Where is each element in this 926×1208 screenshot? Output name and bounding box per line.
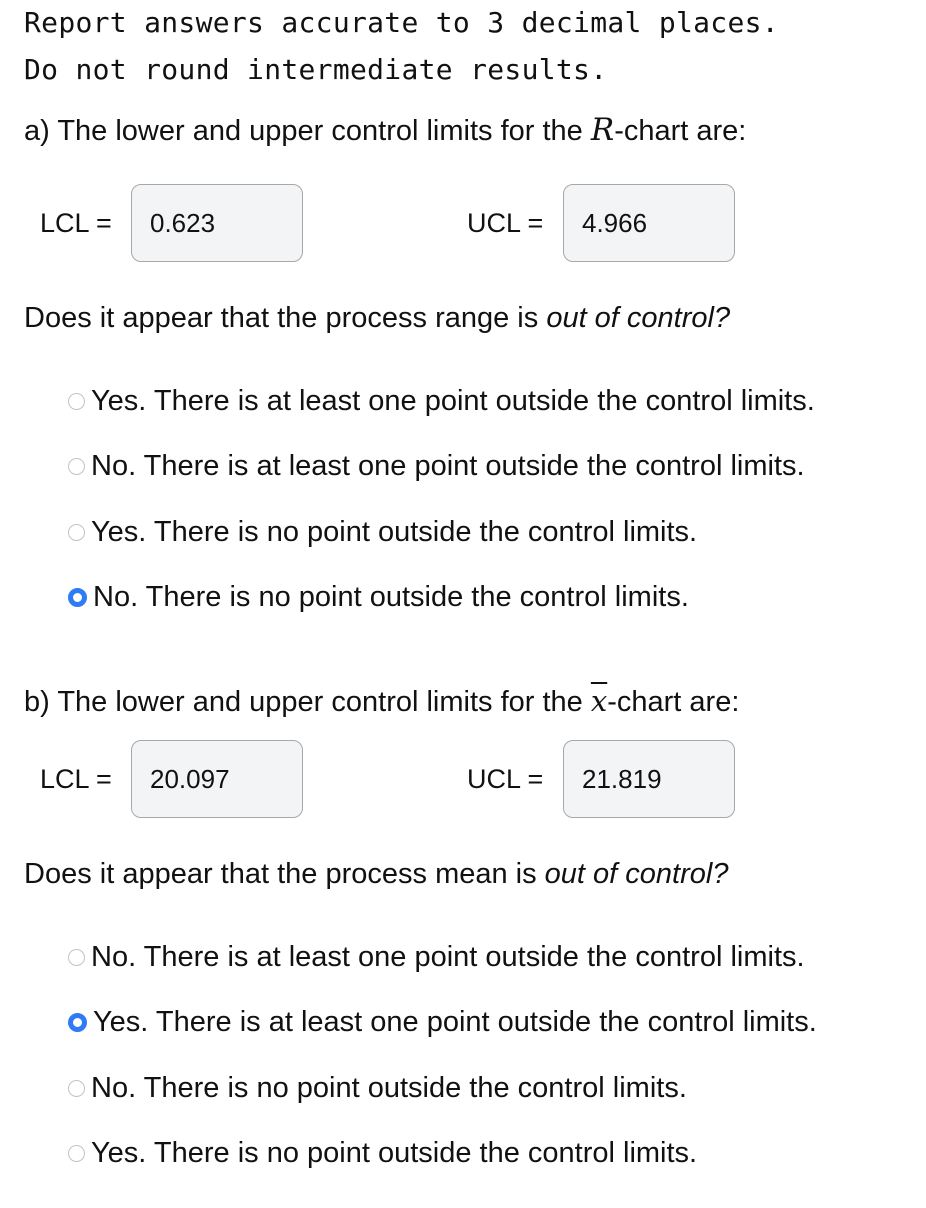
radio-button[interactable] — [68, 458, 85, 475]
part-b-ucl-label: UCL = — [467, 764, 544, 794]
part-a-ucl-label: UCL = — [467, 208, 544, 238]
radio-button[interactable] — [68, 949, 85, 966]
part-b-option-2[interactable] — [68, 1004, 817, 1040]
option-label: Yes. There is at least one point outside the control limits. — [93, 1005, 817, 1038]
part-a-question — [24, 112, 746, 148]
part-b-lcl-input[interactable] — [131, 740, 303, 818]
part-a-option-4[interactable] — [68, 579, 689, 615]
radio-button[interactable] — [68, 1080, 85, 1097]
part-b-control-question — [24, 858, 728, 891]
option-label: Yes. There is no point outside the control limits. — [91, 515, 698, 548]
radio-button-selected[interactable] — [68, 588, 87, 607]
part-b-control-question-prefix: Does it appear that the process mean is — [24, 858, 545, 890]
part-b-question — [24, 684, 739, 719]
part-a-control-question-prefix: Does it appear that the process range is — [24, 302, 547, 334]
part-b-option-4[interactable] — [68, 1135, 697, 1171]
part-b-option-1[interactable] — [68, 939, 805, 975]
part-a-lcl-label: LCL = — [40, 208, 112, 238]
radio-button[interactable] — [68, 524, 85, 541]
part-a-option-3[interactable] — [68, 514, 697, 550]
part-a-control-question-italic: out of control? — [546, 302, 731, 334]
part-b-ucl-input[interactable] — [563, 740, 735, 818]
option-label: Yes. There is at least one point outside the control limits. — [91, 384, 815, 417]
part-a-question-prefix: a) The lower and upper control limits for the — [24, 115, 591, 147]
radio-button-selected[interactable] — [68, 1013, 87, 1032]
radio-button[interactable] — [68, 1145, 85, 1162]
part-a-question-suffix: -chart are: — [614, 115, 747, 147]
x-bar-chart-variable: $\overline{x}$ — [590, 684, 608, 718]
part-b-question-prefix: b) The lower and upper control limits for the — [24, 686, 591, 718]
option-label: No. There is at least one point outside the control limits. — [91, 940, 805, 973]
option-label: No. There is no point outside the control limits. — [91, 1071, 687, 1104]
part-a-option-1[interactable] — [68, 383, 815, 419]
r-chart-variable: R — [590, 112, 615, 148]
option-label: No. There is no point outside the control limits. — [93, 580, 689, 613]
part-b-lcl-label: LCL = — [40, 764, 112, 794]
part-b-question-suffix: -chart are: — [607, 686, 740, 718]
part-a-option-2[interactable] — [68, 448, 805, 484]
part-b-option-3[interactable] — [68, 1070, 687, 1106]
part-b-control-question-italic: out of control? — [544, 858, 729, 890]
instruction-no-rounding: Do not round intermediate results. — [24, 53, 608, 86]
option-label: Yes. There is no point outside the control limits. — [91, 1136, 698, 1169]
part-a-lcl-input[interactable] — [131, 184, 303, 262]
option-label: No. There is at least one point outside the control limits. — [91, 449, 805, 482]
part-a-control-question — [24, 302, 730, 335]
instruction-decimal-places: Report answers accurate to 3 decimal places. — [24, 6, 779, 39]
radio-button[interactable] — [68, 393, 85, 410]
part-a-ucl-input[interactable] — [563, 184, 735, 262]
